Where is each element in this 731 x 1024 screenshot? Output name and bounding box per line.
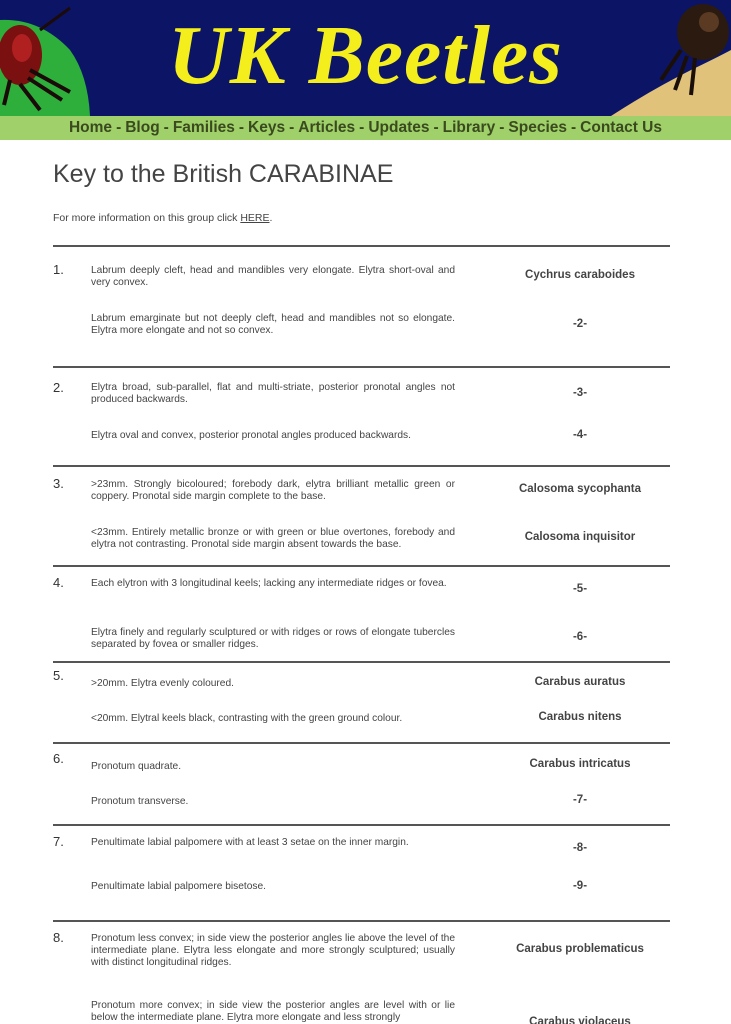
couplet-number: 6. [53, 751, 64, 766]
nav-separator: - [238, 119, 245, 136]
couplet-result-a[interactable]: Carabus problematicus [516, 943, 644, 955]
couplet-result-b[interactable]: -9- [572, 880, 588, 892]
couplet-divider [53, 565, 670, 567]
couplet-result-a[interactable]: Cychrus caraboides [525, 269, 635, 281]
couplet-lead-b: Pronotum more convex; in side view the posterior angles are level with or lie below the intermediate plane. Elytra more elongate and less strongly [91, 1000, 455, 1023]
couplet-lead-b: Penultimate labial palpomere bisetose. [91, 881, 266, 892]
nav-separator: - [359, 119, 365, 136]
couplet-lead-a: Labrum deeply cleft, head and mandibles very elongate. Elytra short-oval and very convex. [91, 265, 455, 288]
couplet-number: 2. [53, 380, 64, 395]
nav-library[interactable]: Library [442, 119, 496, 136]
info-link[interactable]: HERE [240, 212, 270, 224]
couplet-result-a[interactable]: Carabus auratus [534, 676, 626, 688]
couplet-lead-a: Pronotum less convex; in side view the posterior angles lie above the level of the intermediate plane. Elytra less elongate and more strongly sculptured; usually with distinct longitudinal ridges. [91, 933, 455, 968]
nav-home[interactable]: Home [68, 119, 113, 136]
couplet-divider [53, 661, 670, 663]
couplet-lead-b: Elytra finely and regularly sculptured or with ridges or rows of elongate tubercles separated by fovea or smaller ridges. [91, 627, 455, 650]
nav-articles[interactable]: Articles [298, 119, 356, 136]
couplet-lead-a: >23mm. Strongly bicoloured; forebody dark, elytra brilliant metallic green or coppery. Pronotal side margin complete to the base. [91, 479, 455, 502]
couplet-result-b[interactable]: -6- [572, 631, 588, 643]
nav-separator: - [163, 119, 169, 136]
site-banner [0, 0, 731, 116]
couplet-result-b[interactable]: Carabus nitens [538, 711, 622, 723]
site-title[interactable]: UK Beetles [168, 9, 563, 102]
couplet-lead-b: Pronotum transverse. [91, 796, 189, 807]
couplet-result-b[interactable]: Carabus violaceus [529, 1016, 631, 1024]
couplet-divider [53, 920, 670, 922]
nav-updates[interactable]: Updates [368, 119, 430, 136]
nav-blog[interactable]: Blog [125, 119, 160, 136]
couplet-number: 4. [53, 575, 64, 590]
couplet-lead-b: <23mm. Entirely metallic bronze or with green or blue overtones, forebody and elytra not contrasting. Pronotal side margin absent towards the base. [91, 527, 455, 550]
couplet-lead-a: >20mm. Elytra evenly coloured. [91, 678, 234, 689]
couplet-result-a[interactable]: -5- [572, 583, 588, 595]
couplet-number: 1. [53, 262, 64, 277]
couplet-divider [53, 465, 670, 467]
couplet-divider [53, 824, 670, 826]
couplet-divider [53, 366, 670, 368]
couplet-result-a[interactable]: -8- [572, 842, 588, 854]
couplet-number: 3. [53, 476, 64, 491]
nav-separator: - [433, 119, 439, 136]
nav-separator: - [499, 119, 505, 136]
couplet-result-a[interactable]: -3- [572, 387, 588, 399]
nav-species[interactable]: Species [508, 119, 567, 136]
couplet-result-a[interactable]: Calosoma sycophanta [518, 483, 642, 495]
nav-contact-us[interactable]: Contact Us [580, 119, 662, 136]
main-nav [0, 116, 731, 140]
info-text [53, 212, 272, 224]
couplet-lead-a: Each elytron with 3 longitudinal keels; lacking any intermediate ridges or fovea. [91, 578, 447, 589]
beetle-right-icon [591, 0, 731, 116]
couplet-result-a[interactable]: Carabus intricatus [529, 758, 631, 770]
nav-separator: - [571, 119, 577, 136]
page-title: Key to the British CARABINAE [53, 160, 394, 188]
couplet-result-b[interactable]: -4- [572, 429, 588, 441]
couplet-lead-b: Labrum emarginate but not deeply cleft, head and mandibles not so elongate. Elytra more elongate and not so convex. [91, 313, 455, 336]
couplet-lead-a: Pronotum quadrate. [91, 761, 182, 772]
couplet-lead-a: Penultimate labial palpomere with at least 3 setae on the inner margin. [91, 837, 409, 848]
nav-families[interactable]: Families [172, 119, 235, 136]
couplet-result-b[interactable]: Calosoma inquisitor [524, 531, 636, 543]
couplet-result-b[interactable]: -7- [572, 794, 588, 806]
couplet-lead-b: <20mm. Elytral keels black, contrasting with the green ground colour. [91, 713, 403, 724]
info-prefix: For more information on this group click [53, 212, 241, 224]
couplet-lead-a: Elytra broad, sub-parallel, flat and multi-striate, posterior pronotal angles not produced backwards. [91, 382, 455, 405]
nav-separator: - [289, 119, 295, 136]
nav-keys[interactable]: Keys [248, 119, 286, 136]
couplet-number: 7. [53, 834, 64, 849]
couplet-result-b[interactable]: -2- [572, 318, 588, 330]
couplet-divider [53, 245, 670, 247]
info-suffix: . [269, 212, 273, 224]
couplet-number: 8. [53, 930, 64, 945]
couplet-divider [53, 742, 670, 744]
couplet-lead-b: Elytra oval and convex, posterior pronotal angles produced backwards. [91, 430, 411, 441]
couplet-number: 5. [53, 668, 64, 683]
nav-separator: - [116, 119, 122, 136]
